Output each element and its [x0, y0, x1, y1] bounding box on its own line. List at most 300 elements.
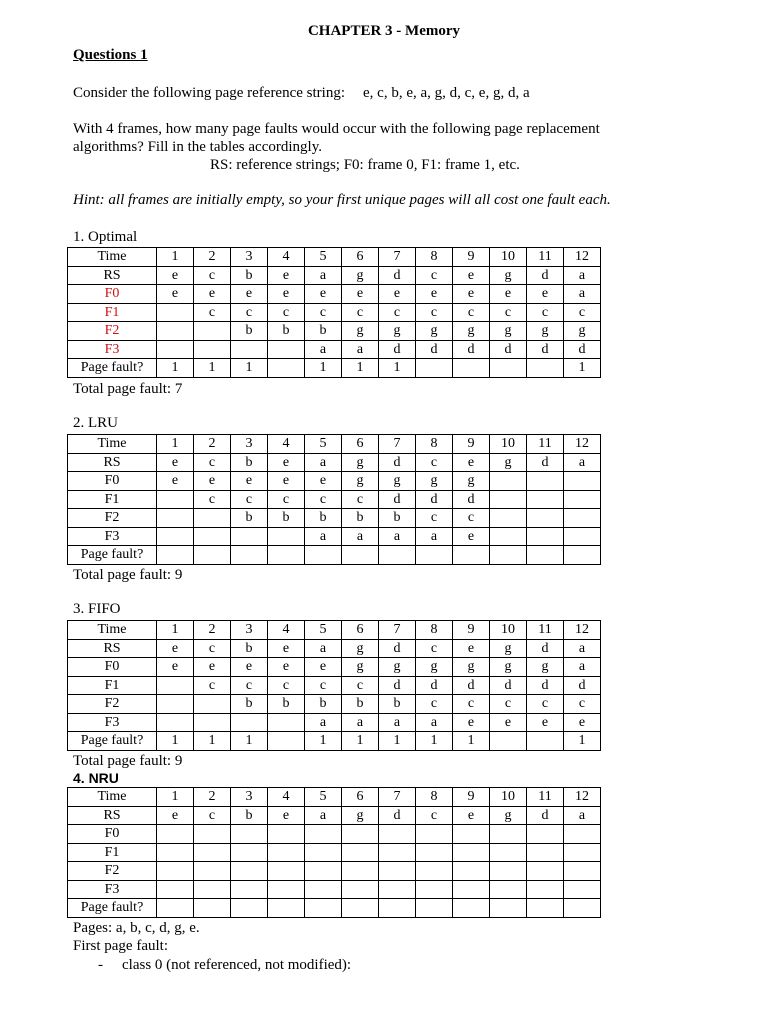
table-cell: 3: [231, 621, 268, 640]
table-cell: [564, 862, 601, 881]
table-cell: e: [157, 453, 194, 472]
table-cell: g: [490, 322, 527, 341]
table-cell: [527, 490, 564, 509]
table-row: [68, 639, 601, 658]
table-cell: [416, 843, 453, 862]
table-cell: d: [527, 453, 564, 472]
table-cell: 1: [305, 359, 342, 378]
table-row: [68, 788, 601, 807]
table-cell: d: [527, 676, 564, 695]
table-cell: [527, 862, 564, 881]
table-optimal: [67, 247, 601, 378]
table-cell: 6: [342, 621, 379, 640]
table-cell: 1: [194, 732, 231, 751]
table-cell: c: [527, 695, 564, 714]
table-cell: [268, 340, 305, 359]
table-nru: [67, 787, 601, 918]
table-cell: a: [305, 806, 342, 825]
table-cell: e: [268, 266, 305, 285]
row-label: F1: [68, 676, 157, 695]
table-cell: c: [268, 490, 305, 509]
table-cell: c: [305, 490, 342, 509]
table-cell: 1: [157, 248, 194, 267]
table-cell: [268, 713, 305, 732]
table-cell: 1: [564, 732, 601, 751]
table-cell: 9: [453, 788, 490, 807]
table-cell: b: [268, 322, 305, 341]
table-cell: c: [453, 509, 490, 528]
table-cell: c: [231, 490, 268, 509]
list-dash: -: [98, 957, 103, 973]
table-cell: b: [305, 322, 342, 341]
table-cell: d: [379, 453, 416, 472]
table-cell: 10: [490, 248, 527, 267]
table-row: [68, 621, 601, 640]
section-label-optimal: 1. Optimal: [73, 229, 138, 245]
table-cell: c: [194, 676, 231, 695]
table-cell: c: [379, 303, 416, 322]
table-cell: [379, 546, 416, 565]
page-title: CHAPTER 3 - Memory: [307, 23, 461, 39]
table-cell: b: [231, 509, 268, 528]
table-cell: e: [194, 472, 231, 491]
row-label: Time: [68, 435, 157, 454]
table-cell: [231, 899, 268, 918]
table-cell: b: [231, 453, 268, 472]
table-cell: c: [527, 303, 564, 322]
legend-line: RS: reference strings; F0: frame 0, F1: frame 1, etc.: [210, 157, 520, 173]
table-cell: [231, 546, 268, 565]
table-cell: c: [453, 695, 490, 714]
table-cell: e: [194, 285, 231, 304]
table-cell: [194, 880, 231, 899]
table-cell: e: [453, 453, 490, 472]
table-row: [68, 843, 601, 862]
table-cell: 1: [342, 732, 379, 751]
table-cell: e: [157, 472, 194, 491]
table-cell: b: [231, 639, 268, 658]
table-cell: [305, 825, 342, 844]
table-cell: [564, 509, 601, 528]
table-cell: [416, 359, 453, 378]
table-cell: e: [490, 713, 527, 732]
table-cell: e: [453, 806, 490, 825]
table-cell: [268, 546, 305, 565]
table-cell: 7: [379, 788, 416, 807]
table-row: [68, 359, 601, 378]
table-cell: [157, 303, 194, 322]
task-line-1: With 4 frames, how many page faults would occur with the following page replacement: [73, 121, 600, 137]
table-cell: a: [305, 340, 342, 359]
row-label: F3: [68, 880, 157, 899]
table-cell: c: [231, 676, 268, 695]
table-row: [68, 658, 601, 677]
row-label: F2: [68, 322, 157, 341]
table-cell: e: [416, 285, 453, 304]
table-cell: [379, 825, 416, 844]
table-row: [68, 546, 601, 565]
table-cell: 9: [453, 621, 490, 640]
table-cell: [157, 862, 194, 881]
table-cell: c: [416, 509, 453, 528]
row-label: F3: [68, 713, 157, 732]
table-cell: [268, 899, 305, 918]
row-label: Time: [68, 788, 157, 807]
table-cell: [268, 843, 305, 862]
table-cell: g: [527, 322, 564, 341]
table-cell: e: [453, 639, 490, 658]
table-cell: e: [453, 713, 490, 732]
table-cell: d: [527, 806, 564, 825]
table-cell: 11: [527, 248, 564, 267]
row-label: RS: [68, 453, 157, 472]
row-label: Page fault?: [68, 899, 157, 918]
table-cell: 4: [268, 621, 305, 640]
table-cell: a: [564, 453, 601, 472]
table-cell: g: [342, 266, 379, 285]
table-cell: d: [379, 639, 416, 658]
table-cell: 6: [342, 435, 379, 454]
table-cell: c: [268, 676, 305, 695]
table-cell: [157, 843, 194, 862]
table-cell: a: [564, 639, 601, 658]
table-cell: a: [342, 713, 379, 732]
table-cell: d: [416, 490, 453, 509]
table-cell: [268, 880, 305, 899]
table-cell: d: [490, 340, 527, 359]
table-cell: [527, 843, 564, 862]
table-cell: [490, 509, 527, 528]
table-cell: 1: [342, 359, 379, 378]
table-cell: 8: [416, 435, 453, 454]
table-cell: e: [268, 658, 305, 677]
table-row: [68, 825, 601, 844]
table-cell: [268, 732, 305, 751]
table-cell: d: [453, 340, 490, 359]
table-cell: a: [305, 713, 342, 732]
table-cell: [416, 546, 453, 565]
table-cell: c: [564, 695, 601, 714]
table-cell: [194, 843, 231, 862]
table-cell: [305, 843, 342, 862]
table-cell: [231, 862, 268, 881]
table-cell: a: [379, 527, 416, 546]
table-cell: e: [564, 713, 601, 732]
table-cell: e: [268, 453, 305, 472]
table-cell: 1: [231, 732, 268, 751]
table-cell: g: [490, 806, 527, 825]
row-label: F2: [68, 695, 157, 714]
table-cell: 5: [305, 788, 342, 807]
table-cell: a: [416, 527, 453, 546]
table-cell: b: [231, 806, 268, 825]
table-cell: [379, 843, 416, 862]
table-cell: [157, 509, 194, 528]
table-row: [68, 676, 601, 695]
table-cell: [490, 899, 527, 918]
table-cell: e: [157, 266, 194, 285]
table-cell: c: [342, 490, 379, 509]
table-cell: e: [453, 285, 490, 304]
table-cell: [453, 546, 490, 565]
table-cell: [305, 899, 342, 918]
row-label: Page fault?: [68, 546, 157, 565]
table-cell: [527, 880, 564, 899]
table-cell: 1: [194, 359, 231, 378]
table-cell: g: [379, 322, 416, 341]
table-cell: [527, 546, 564, 565]
table-cell: 5: [305, 248, 342, 267]
table-cell: g: [490, 658, 527, 677]
table-cell: d: [564, 340, 601, 359]
table-cell: c: [490, 303, 527, 322]
table-cell: b: [305, 695, 342, 714]
table-cell: [453, 843, 490, 862]
table-cell: [231, 713, 268, 732]
table-cell: e: [453, 266, 490, 285]
table-cell: a: [342, 340, 379, 359]
table-cell: 7: [379, 248, 416, 267]
table-cell: [564, 880, 601, 899]
table-row: [68, 806, 601, 825]
table-cell: 1: [157, 788, 194, 807]
table-row: [68, 732, 601, 751]
table-cell: d: [416, 340, 453, 359]
table-cell: 1: [157, 359, 194, 378]
table-cell: [379, 899, 416, 918]
table-cell: c: [305, 303, 342, 322]
table-cell: [416, 862, 453, 881]
pages-line: Pages: a, b, c, d, g, e.: [73, 920, 200, 936]
row-label: F0: [68, 825, 157, 844]
table-cell: 11: [527, 435, 564, 454]
table-cell: [194, 322, 231, 341]
table-cell: [342, 862, 379, 881]
table-cell: 9: [453, 248, 490, 267]
table-cell: g: [490, 639, 527, 658]
table-cell: 10: [490, 435, 527, 454]
table-cell: c: [453, 303, 490, 322]
table-cell: [564, 546, 601, 565]
table-cell: [490, 880, 527, 899]
row-label: Time: [68, 248, 157, 267]
table-cell: b: [268, 509, 305, 528]
table-cell: b: [268, 695, 305, 714]
first-fault-line: First page fault:: [73, 938, 168, 954]
table-cell: 6: [342, 788, 379, 807]
table-cell: g: [342, 806, 379, 825]
table-cell: 1: [157, 435, 194, 454]
table-cell: 2: [194, 248, 231, 267]
table-cell: [268, 825, 305, 844]
table-cell: 8: [416, 788, 453, 807]
table-cell: [453, 899, 490, 918]
row-label: F0: [68, 472, 157, 491]
row-label: RS: [68, 639, 157, 658]
table-cell: [194, 695, 231, 714]
row-label: F3: [68, 527, 157, 546]
table-cell: d: [453, 676, 490, 695]
table-cell: [564, 843, 601, 862]
table-cell: [231, 843, 268, 862]
row-label: F1: [68, 843, 157, 862]
table-cell: a: [305, 639, 342, 658]
table-cell: d: [416, 676, 453, 695]
table-cell: 11: [527, 621, 564, 640]
section-label-fifo: 3. FIFO: [73, 601, 121, 617]
table-cell: c: [416, 266, 453, 285]
table-row: [68, 862, 601, 881]
table-cell: 8: [416, 621, 453, 640]
table-cell: c: [194, 639, 231, 658]
table-cell: b: [379, 509, 416, 528]
table-row: [68, 303, 601, 322]
table-cell: b: [305, 509, 342, 528]
table-cell: [194, 862, 231, 881]
class0-text: class 0 (not referenced, not modified):: [122, 957, 352, 973]
table-cell: [342, 825, 379, 844]
table-cell: e: [490, 285, 527, 304]
table-cell: [453, 880, 490, 899]
table-cell: e: [268, 472, 305, 491]
task-line-2: algorithms? Fill in the tables accordingly.: [73, 139, 322, 155]
table-cell: [379, 880, 416, 899]
table-cell: e: [268, 639, 305, 658]
table-cell: e: [527, 713, 564, 732]
table-cell: 1: [305, 732, 342, 751]
table-cell: c: [416, 303, 453, 322]
table-cell: e: [453, 527, 490, 546]
row-label: F2: [68, 862, 157, 881]
table-cell: [379, 862, 416, 881]
table-cell: e: [268, 806, 305, 825]
table-cell: e: [231, 658, 268, 677]
reference-string: e, c, b, e, a, g, d, c, e, g, d, a: [363, 85, 530, 101]
table-cell: 5: [305, 621, 342, 640]
table-cell: 4: [268, 248, 305, 267]
table-cell: b: [231, 322, 268, 341]
row-label: F3: [68, 340, 157, 359]
table-cell: b: [379, 695, 416, 714]
table-cell: [527, 732, 564, 751]
table-cell: d: [527, 340, 564, 359]
table-cell: [157, 527, 194, 546]
table-cell: [490, 472, 527, 491]
intro-text: Consider the following page reference string:: [73, 85, 345, 101]
table-cell: e: [527, 285, 564, 304]
table-cell: d: [379, 676, 416, 695]
table-cell: [527, 899, 564, 918]
table-cell: [490, 843, 527, 862]
table-cell: [231, 825, 268, 844]
table-cell: a: [564, 285, 601, 304]
table-cell: g: [416, 472, 453, 491]
table-cell: a: [305, 453, 342, 472]
table-cell: 1: [379, 732, 416, 751]
table-cell: e: [305, 658, 342, 677]
table-cell: 12: [564, 248, 601, 267]
row-label: F0: [68, 285, 157, 304]
table-cell: [416, 825, 453, 844]
table-cell: g: [342, 658, 379, 677]
table-cell: c: [490, 695, 527, 714]
table-cell: 7: [379, 435, 416, 454]
table-row: [68, 509, 601, 528]
table-cell: [268, 359, 305, 378]
table-cell: g: [453, 658, 490, 677]
table-cell: g: [490, 266, 527, 285]
table-cell: 1: [157, 732, 194, 751]
table-cell: a: [379, 713, 416, 732]
table-cell: c: [194, 806, 231, 825]
table-cell: [157, 340, 194, 359]
table-cell: [305, 862, 342, 881]
table-cell: c: [342, 303, 379, 322]
table-cell: [490, 825, 527, 844]
table-cell: 2: [194, 435, 231, 454]
table-row: [68, 527, 601, 546]
table-cell: g: [564, 322, 601, 341]
table-cell: 1: [416, 732, 453, 751]
table-cell: d: [379, 266, 416, 285]
table-cell: 4: [268, 788, 305, 807]
table-cell: g: [342, 639, 379, 658]
row-label: F0: [68, 658, 157, 677]
table-cell: a: [305, 266, 342, 285]
table-cell: [194, 340, 231, 359]
total-lru: Total page fault: 9: [73, 567, 183, 583]
table-cell: [157, 713, 194, 732]
table-cell: e: [379, 285, 416, 304]
table-cell: g: [342, 472, 379, 491]
table-cell: 10: [490, 621, 527, 640]
table-cell: 1: [157, 621, 194, 640]
table-cell: [157, 825, 194, 844]
table-cell: [342, 880, 379, 899]
table-cell: [490, 490, 527, 509]
table-cell: [194, 546, 231, 565]
row-label: RS: [68, 806, 157, 825]
table-cell: 1: [453, 732, 490, 751]
table-cell: e: [194, 658, 231, 677]
table-cell: e: [231, 472, 268, 491]
table-cell: 4: [268, 435, 305, 454]
table-cell: a: [305, 527, 342, 546]
questions-heading: Questions 1: [73, 47, 148, 63]
table-cell: [157, 322, 194, 341]
table-cell: e: [268, 285, 305, 304]
table-cell: a: [416, 713, 453, 732]
table-cell: d: [527, 266, 564, 285]
table-row: [68, 472, 601, 491]
table-cell: [342, 899, 379, 918]
table-cell: b: [231, 266, 268, 285]
table-cell: g: [379, 658, 416, 677]
table-cell: 2: [194, 621, 231, 640]
table-cell: 12: [564, 788, 601, 807]
table-cell: 3: [231, 788, 268, 807]
hint-line: Hint: all frames are initially empty, so your first unique pages will all cost one fault each.: [73, 192, 611, 208]
table-cell: a: [342, 527, 379, 546]
table-row: [68, 435, 601, 454]
table-cell: c: [416, 639, 453, 658]
intro-line: [73, 85, 530, 102]
table-cell: c: [416, 453, 453, 472]
table-cell: a: [564, 266, 601, 285]
table-cell: e: [342, 285, 379, 304]
table-cell: a: [564, 806, 601, 825]
table-cell: 11: [527, 788, 564, 807]
